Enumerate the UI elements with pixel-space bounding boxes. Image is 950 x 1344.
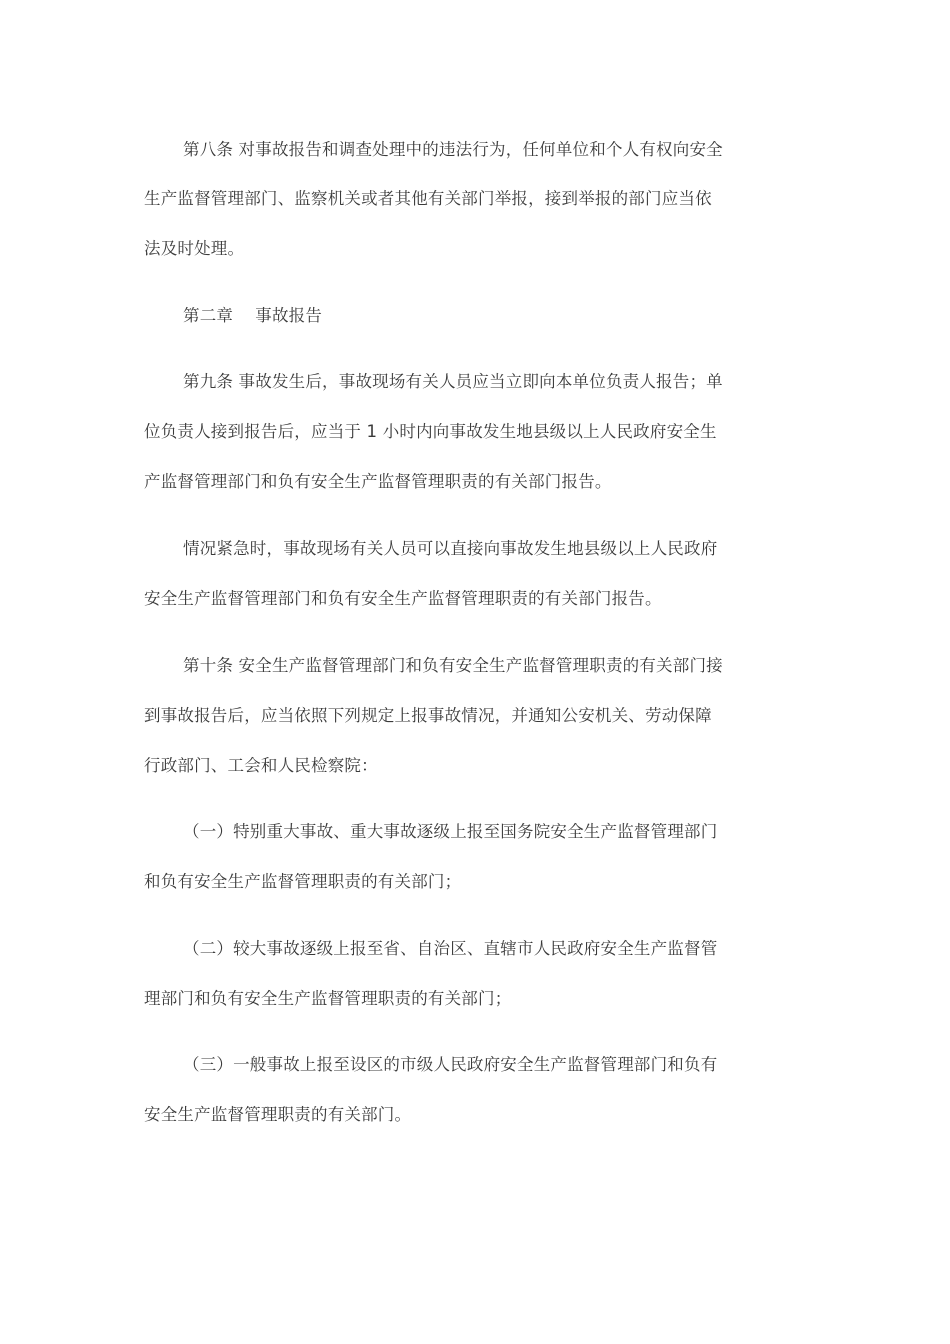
item-2-line-1: （二）较大事故逐级上报至省、自治区、直辖市人民政府安全生产监督管: [183, 939, 718, 958]
article-9-line-3: 产监督管理部门和负有安全生产监督管理职责的有关部门报告。: [144, 472, 612, 491]
article-10-line-1: 第十条 安全生产监督管理部门和负有安全生产监督管理职责的有关部门接: [183, 656, 723, 675]
item-3-line-1: （三）一般事故上报至设区的市级人民政府安全生产监督管理部门和负有: [183, 1055, 718, 1074]
article-10-line-3: 行政部门、工会和人民检察院：: [144, 756, 378, 775]
article-8-line-1: 第八条 对事故报告和调查处理中的违法行为，任何单位和个人有权向安全: [183, 140, 723, 159]
item-1-line-1: （一）特别重大事故、重大事故逐级上报至国务院安全生产监督管理部门: [183, 822, 718, 841]
item-2-line-2: 理部门和负有安全生产监督管理职责的有关部门；: [144, 989, 512, 1008]
article-9-p2-line-1: 情况紧急时，事故现场有关人员可以直接向事故发生地县级以上人民政府: [183, 539, 718, 558]
article-9-p2-line-2: 安全生产监督管理部门和负有安全生产监督管理职责的有关部门报告。: [144, 589, 662, 608]
article-9-line-1: 第九条 事故发生后，事故现场有关人员应当立即向本单位负责人报告；单: [183, 372, 723, 391]
item-3-line-2: 安全生产监督管理职责的有关部门。: [144, 1105, 412, 1124]
article-8-line-3: 法及时处理。: [144, 239, 245, 258]
chapter-2-heading: 第二章 事故报告: [183, 306, 323, 325]
article-8-line-2: 生产监督管理部门、监察机关或者其他有关部门举报，接到举报的部门应当依: [144, 189, 712, 208]
article-10-line-2: 到事故报告后，应当依照下列规定上报事故情况，并通知公安机关、劳动保障: [144, 706, 712, 725]
article-9-line-2: 位负责人接到报告后，应当于 1 小时内向事故发生地县级以上人民政府安全生: [144, 422, 717, 441]
item-1-line-2: 和负有安全生产监督管理职责的有关部门；: [144, 872, 462, 891]
